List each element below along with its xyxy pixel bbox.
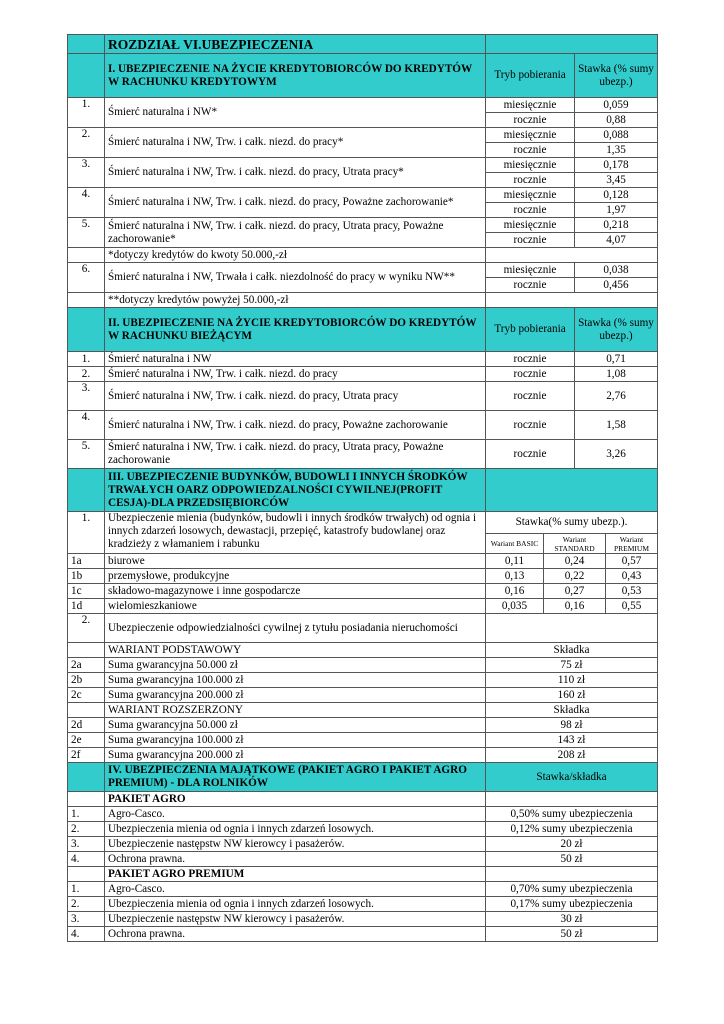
row-number: 1. [68, 512, 105, 554]
row-description: Ochrona prawna. [105, 927, 486, 942]
row-description: Śmierć naturalna i NW, Trw. i całk. niezd. do pracy, Utrata pracy, Poważne zachorowanie [105, 440, 486, 469]
row-number: 2f [68, 748, 105, 763]
row-description: Ubezpieczenia mienia od ognia i innych zdarzeń losowych. [105, 822, 486, 837]
rate-standard: 0,27 [544, 584, 606, 599]
rate-value: 0,71 [575, 352, 658, 367]
rate-value: 0,12% sumy ubezpieczenia [486, 822, 658, 837]
section-2-mode-header: Tryb pobierania [486, 308, 575, 352]
row-number: 3. [68, 912, 105, 927]
row-description: Ubezpieczenia mienia od ognia i innych zdarzeń losowych. [105, 897, 486, 912]
row-description: Agro-Casco. [105, 882, 486, 897]
section-1-mode-header: Tryb pobierania [486, 54, 575, 98]
row-number: 2. [68, 128, 105, 158]
row-number: 2. [68, 822, 105, 837]
row-description: Śmierć naturalna i NW, Trw. i całk. niezd. do pracy, Poważne zachorowanie [105, 411, 486, 440]
fee-header: Składka [486, 643, 658, 658]
section-2-heading: II. UBEZPIECZENIE NA ŻYCIE KREDYTOBIORCÓW DO KREDYTÓW W RACHUNKU BIEŻĄCYM [105, 308, 486, 352]
chapter-title: ROZDZIAŁ VI.UBEZPIECZENIA [105, 35, 486, 54]
package-label: PAKIET AGRO PREMIUM [105, 867, 486, 882]
rate-standard: 0,16 [544, 599, 606, 614]
row-number: 3. [68, 382, 105, 411]
rate-value: 4,07 [575, 233, 658, 248]
payment-mode: rocznie [486, 143, 575, 158]
payment-mode: miesięcznie [486, 218, 575, 233]
row-number: 1a [68, 554, 105, 569]
payment-mode: miesięcznie [486, 188, 575, 203]
row-description: Śmierć naturalna i NW, Trw. i całk. niezd. do pracy* [105, 128, 486, 158]
rate-value: 0,50% sumy ubezpieczenia [486, 807, 658, 822]
rate-value: 3,26 [575, 440, 658, 469]
rate-value: 1,58 [575, 411, 658, 440]
row-number: 2c [68, 688, 105, 703]
row-description: Ubezpieczenie następstw NW kierowcy i pasażerów. [105, 912, 486, 927]
rate-value: 3,45 [575, 173, 658, 188]
row-number: 1. [68, 807, 105, 822]
section-1-rate-header: Stawka (% sumy ubezp.) [575, 54, 658, 98]
fee-value: 160 zł [486, 688, 658, 703]
payment-mode: rocznie [486, 173, 575, 188]
fee-value: 143 zł [486, 733, 658, 748]
row-description: Śmierć naturalna i NW, Trw. i całk. niezd. do pracy, Poważne zachorowanie* [105, 188, 486, 218]
row-description: biurowe [105, 554, 486, 569]
row-number: 1c [68, 584, 105, 599]
payment-mode: miesięcznie [486, 158, 575, 173]
variant-basic-header: Wariant BASIC [486, 534, 544, 554]
rate-value: 0,128 [575, 188, 658, 203]
rate-premium: 0,53 [606, 584, 658, 599]
rate-basic: 0,035 [486, 599, 544, 614]
payment-mode: rocznie [486, 233, 575, 248]
row-number: 3. [68, 158, 105, 188]
row-description: Suma gwarancyjna 100.000 zł [105, 673, 486, 688]
row-number: 2. [68, 614, 105, 643]
rate-basic: 0,11 [486, 554, 544, 569]
rate-value: 0,218 [575, 218, 658, 233]
rate-standard: 0,22 [544, 569, 606, 584]
row-description: Śmierć naturalna i NW, Trw. i całk. niezd. do pracy, Utrata pracy, Poważne zachorowanie* [105, 218, 486, 248]
section-1-heading: I. UBEZPIECZENIE NA ŻYCIE KREDYTOBIORCÓW DO KREDYTÓW W RACHUNKU KREDYTOWYM [105, 54, 486, 98]
row-description: Suma gwarancyjna 50.000 zł [105, 658, 486, 673]
row-description: przemysłowe, produkcyjne [105, 569, 486, 584]
row-number: 4. [68, 188, 105, 218]
row-description: Ochrona prawna. [105, 852, 486, 867]
row-description: Agro-Casco. [105, 807, 486, 822]
variant-label: WARIANT PODSTAWOWY [105, 643, 486, 658]
row-description: Śmierć naturalna i NW, Trw. i całk. niezd. do pracy [105, 367, 486, 382]
payment-mode: rocznie [486, 113, 575, 128]
rate-premium: 0,43 [606, 569, 658, 584]
rate-value: 0,70% sumy ubezpieczenia [486, 882, 658, 897]
row-number: 2a [68, 658, 105, 673]
row-number: 2b [68, 673, 105, 688]
row-description: Śmierć naturalna i NW* [105, 98, 486, 128]
payment-mode: miesięcznie [486, 263, 575, 278]
rate-value: 0,178 [575, 158, 658, 173]
payment-mode: miesięcznie [486, 128, 575, 143]
rate-premium: 0,57 [606, 554, 658, 569]
rate-value: 1,97 [575, 203, 658, 218]
footnote: **dotyczy kredytów powyżej 50.000,-zł [105, 293, 486, 308]
rate-value: 30 zł [486, 912, 658, 927]
row-number: 4. [68, 927, 105, 942]
rate-value: 2,76 [575, 382, 658, 411]
row-number: 6. [68, 263, 105, 293]
row-number: 2. [68, 367, 105, 382]
section-2-rate-header: Stawka (% sumy ubezp.) [575, 308, 658, 352]
footnote: *dotyczy kredytów do kwoty 50.000,-zł [105, 248, 486, 263]
row-description: składowo-magazynowe i inne gospodarcze [105, 584, 486, 599]
package-label: PAKIET AGRO [105, 792, 486, 807]
row-number: 5. [68, 440, 105, 469]
rate-value: 0,456 [575, 278, 658, 293]
row-description: Suma gwarancyjna 100.000 zł [105, 733, 486, 748]
payment-mode: rocznie [486, 382, 575, 411]
row-description: Śmierć naturalna i NW, Trw. i całk. niezd. do pracy, Utrata pracy* [105, 158, 486, 188]
row-description: Śmierć naturalna i NW, Trw. i całk. niezd. do pracy, Utrata pracy [105, 382, 486, 411]
fee-value: 208 zł [486, 748, 658, 763]
row-description: Ubezpieczenie następstw NW kierowcy i pasażerów. [105, 837, 486, 852]
row-description: Śmierć naturalna i NW, Trwała i całk. niezdolność do pracy w wyniku NW** [105, 263, 486, 293]
row-description: Ubezpieczenie mienia (budynków, budowli i innych środków trwałych) od ognia i innych zdarzeń losowych, dewastacji, przepięć, katastrofy budowlanej oraz kradzieży z włamaniem i rabunku [105, 512, 486, 554]
payment-mode: rocznie [486, 367, 575, 382]
row-number: 5. [68, 218, 105, 248]
rate-value: 1,08 [575, 367, 658, 382]
row-number: 2e [68, 733, 105, 748]
row-number: 1. [68, 882, 105, 897]
fee-value: 98 zł [486, 718, 658, 733]
payment-mode: rocznie [486, 278, 575, 293]
row-number: 2. [68, 897, 105, 912]
row-number: 4. [68, 411, 105, 440]
payment-mode: rocznie [486, 440, 575, 469]
payment-mode: rocznie [486, 203, 575, 218]
rate-value: 50 zł [486, 927, 658, 942]
row-description: Suma gwarancyjna 200.000 zł [105, 688, 486, 703]
row-description: Ubezpieczenie odpowiedzialności cywilnej z tytułu posiadania nieruchomości [105, 614, 486, 643]
row-description: Śmierć naturalna i NW [105, 352, 486, 367]
rate-value: 20 zł [486, 837, 658, 852]
rate-value: 0,088 [575, 128, 658, 143]
variant-label: WARIANT ROZSZERZONY [105, 703, 486, 718]
rate-header: Stawka(% sumy ubezp.). [486, 512, 658, 534]
row-number: 1b [68, 569, 105, 584]
fee-value: 75 zł [486, 658, 658, 673]
row-number: 4. [68, 852, 105, 867]
row-number: 1. [68, 98, 105, 128]
row-number: 1d [68, 599, 105, 614]
section-3-heading: III. UBEZPIECZENIE BUDYNKÓW, BUDOWLI I INNYCH ŚRODKÓW TRWAŁYCH OARZ ODPOWIEDZALNOŚCI CYWILNEJ(PROFIT CESJA)-DLA PRZEDSIĘBIORCÓW [105, 469, 486, 512]
payment-mode: rocznie [486, 411, 575, 440]
row-description: wielomieszkaniowe [105, 599, 486, 614]
rate-value: 50 zł [486, 852, 658, 867]
row-description: Suma gwarancyjna 200.000 zł [105, 748, 486, 763]
insurance-table [67, 34, 658, 942]
variant-standard-header: Wariant STANDARD [544, 534, 606, 554]
rate-basic: 0,13 [486, 569, 544, 584]
row-number: 3. [68, 837, 105, 852]
rate-value: 0,038 [575, 263, 658, 278]
payment-mode: rocznie [486, 352, 575, 367]
rate-standard: 0,24 [544, 554, 606, 569]
rate-value: 0,88 [575, 113, 658, 128]
payment-mode: miesięcznie [486, 98, 575, 113]
rate-value: 0,059 [575, 98, 658, 113]
section-4-rate-header: Stawka/składka [486, 763, 658, 792]
rate-value: 0,17% sumy ubezpieczenia [486, 897, 658, 912]
row-number: 2d [68, 718, 105, 733]
section-4-heading: IV. UBEZPIECZENIA MAJĄTKOWE (PAKIET AGRO I PAKIET AGRO PREMIUM) - DLA ROLNIKÓW [105, 763, 486, 792]
row-number: 1. [68, 352, 105, 367]
variant-premium-header: Wariant PREMIUM [606, 534, 658, 554]
rate-basic: 0,16 [486, 584, 544, 599]
row-description: Suma gwarancyjna 50.000 zł [105, 718, 486, 733]
rate-value: 1,35 [575, 143, 658, 158]
fee-header: Składka [486, 703, 658, 718]
rate-premium: 0,55 [606, 599, 658, 614]
fee-value: 110 zł [486, 673, 658, 688]
